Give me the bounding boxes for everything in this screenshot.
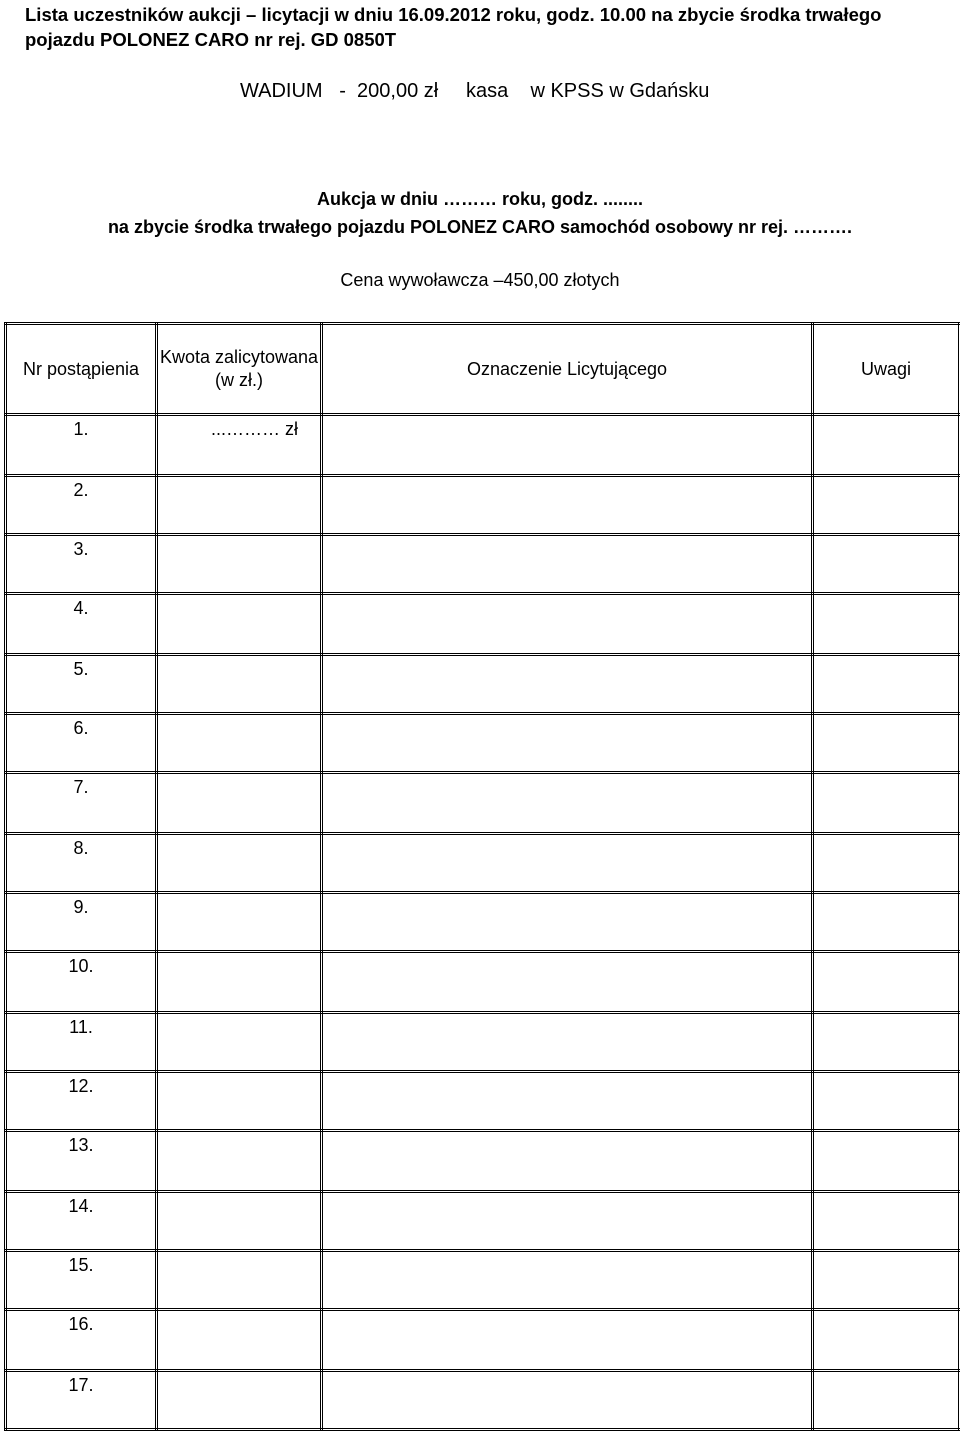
cell-nr: 15. xyxy=(6,1251,157,1310)
cell-nr: 5. xyxy=(6,655,157,714)
table-header-row xyxy=(6,324,960,415)
cell-nr: 7. xyxy=(6,773,157,834)
cell-nr: 11. xyxy=(6,1013,157,1072)
cell-nr: 3. xyxy=(6,535,157,594)
cell-kwota[interactable] xyxy=(157,655,322,714)
table-row xyxy=(6,952,960,1013)
bids-table xyxy=(4,322,960,1431)
cell-uwagi[interactable] xyxy=(813,893,960,952)
cell-nr: 17. xyxy=(6,1371,157,1430)
table-row xyxy=(6,476,960,535)
table-row xyxy=(6,773,960,834)
header-oznaczenie: Oznaczenie Licytującego xyxy=(322,324,813,415)
starting-price: Cena wywoławcza –450,00 złotych xyxy=(340,270,620,290)
cell-kwota[interactable] xyxy=(157,714,322,773)
cell-uwagi[interactable] xyxy=(813,773,960,834)
cell-uwagi[interactable] xyxy=(813,415,960,476)
table-row xyxy=(6,594,960,655)
table-row xyxy=(6,1371,960,1430)
cell-kwota[interactable] xyxy=(157,476,322,535)
cell-oznaczenie[interactable] xyxy=(322,714,813,773)
document-title: Lista uczestników aukcji – licytacji w dniu 16.09.2012 roku, godz. 10.00 na zbycie środka trwałego pojazdu POLONEZ CARO nr rej. GD 0850T xyxy=(25,4,882,50)
auction-date-line: Aukcja w dniu ……… roku, godz. ........ xyxy=(316,189,644,209)
cell-kwota[interactable] xyxy=(157,1131,322,1192)
cell-oznaczenie[interactable] xyxy=(322,1013,813,1072)
cell-nr: 13. xyxy=(6,1131,157,1192)
cell-oznaczenie[interactable] xyxy=(322,1192,813,1251)
cell-uwagi[interactable] xyxy=(813,655,960,714)
cell-uwagi[interactable] xyxy=(813,1072,960,1131)
table-row xyxy=(6,834,960,893)
cell-uwagi[interactable] xyxy=(813,714,960,773)
table-row xyxy=(6,1131,960,1192)
cell-nr: 1. xyxy=(6,415,157,476)
cell-kwota[interactable] xyxy=(157,1013,322,1072)
vehicle-line: na zbycie środka trwałego pojazdu POLONEZ CARO samochód osobowy nr rej. ………. xyxy=(107,217,853,237)
cell-oznaczenie[interactable] xyxy=(322,655,813,714)
cell-kwota[interactable] xyxy=(157,535,322,594)
cell-uwagi[interactable] xyxy=(813,594,960,655)
cell-oznaczenie[interactable] xyxy=(322,594,813,655)
cell-uwagi[interactable] xyxy=(813,1371,960,1430)
cell-kwota[interactable] xyxy=(157,952,322,1013)
table-row xyxy=(6,535,960,594)
cell-uwagi[interactable] xyxy=(813,952,960,1013)
cell-oznaczenie[interactable] xyxy=(322,1251,813,1310)
cell-oznaczenie[interactable] xyxy=(322,1072,813,1131)
cell-kwota[interactable] xyxy=(157,893,322,952)
cell-nr: 16. xyxy=(6,1310,157,1371)
cell-uwagi[interactable] xyxy=(813,1310,960,1371)
cell-uwagi[interactable] xyxy=(813,1013,960,1072)
cell-nr: 4. xyxy=(6,594,157,655)
cell-nr: 10. xyxy=(6,952,157,1013)
cell-uwagi[interactable] xyxy=(813,476,960,535)
table-row xyxy=(6,655,960,714)
table-row xyxy=(6,1013,960,1072)
cell-kwota[interactable] xyxy=(157,1310,322,1371)
table-row xyxy=(6,1192,960,1251)
cell-kwota[interactable] xyxy=(157,1251,322,1310)
cell-oznaczenie[interactable] xyxy=(322,535,813,594)
cell-oznaczenie[interactable] xyxy=(322,1371,813,1430)
cell-nr: 6. xyxy=(6,714,157,773)
table-row xyxy=(6,1310,960,1371)
cell-nr: 8. xyxy=(6,834,157,893)
cell-oznaczenie[interactable] xyxy=(322,893,813,952)
header-nr: Nr postąpienia xyxy=(6,324,157,415)
cell-nr: 14. xyxy=(6,1192,157,1251)
table-row xyxy=(6,1251,960,1310)
cell-nr: 12. xyxy=(6,1072,157,1131)
cell-kwota[interactable] xyxy=(157,594,322,655)
cell-uwagi[interactable] xyxy=(813,1192,960,1251)
header-uwagi: Uwagi xyxy=(813,324,960,415)
table-row xyxy=(6,415,960,476)
cell-kwota[interactable]: ...……… zł xyxy=(157,415,322,476)
deposit-info: WADIUM - 200,00 zł kasa w KPSS w Gdańsku xyxy=(240,80,710,102)
cell-kwota[interactable] xyxy=(157,1072,322,1131)
cell-uwagi[interactable] xyxy=(813,1251,960,1310)
cell-oznaczenie[interactable] xyxy=(322,1131,813,1192)
cell-nr: 2. xyxy=(6,476,157,535)
table-row xyxy=(6,893,960,952)
cell-oznaczenie[interactable] xyxy=(322,952,813,1013)
cell-uwagi[interactable] xyxy=(813,1131,960,1192)
cell-oznaczenie[interactable] xyxy=(322,1310,813,1371)
cell-nr: 9. xyxy=(6,893,157,952)
cell-oznaczenie[interactable] xyxy=(322,773,813,834)
cell-kwota[interactable] xyxy=(157,834,322,893)
cell-uwagi[interactable] xyxy=(813,834,960,893)
cell-uwagi[interactable] xyxy=(813,535,960,594)
header-kwota: Kwota zalicytowana (w zł.) xyxy=(157,324,322,415)
cell-oznaczenie[interactable] xyxy=(322,415,813,476)
cell-kwota[interactable] xyxy=(157,1371,322,1430)
cell-oznaczenie[interactable] xyxy=(322,476,813,535)
cell-kwota[interactable] xyxy=(157,773,322,834)
table-row xyxy=(6,714,960,773)
table-row xyxy=(6,1072,960,1131)
cell-oznaczenie[interactable] xyxy=(322,834,813,893)
cell-kwota[interactable] xyxy=(157,1192,322,1251)
